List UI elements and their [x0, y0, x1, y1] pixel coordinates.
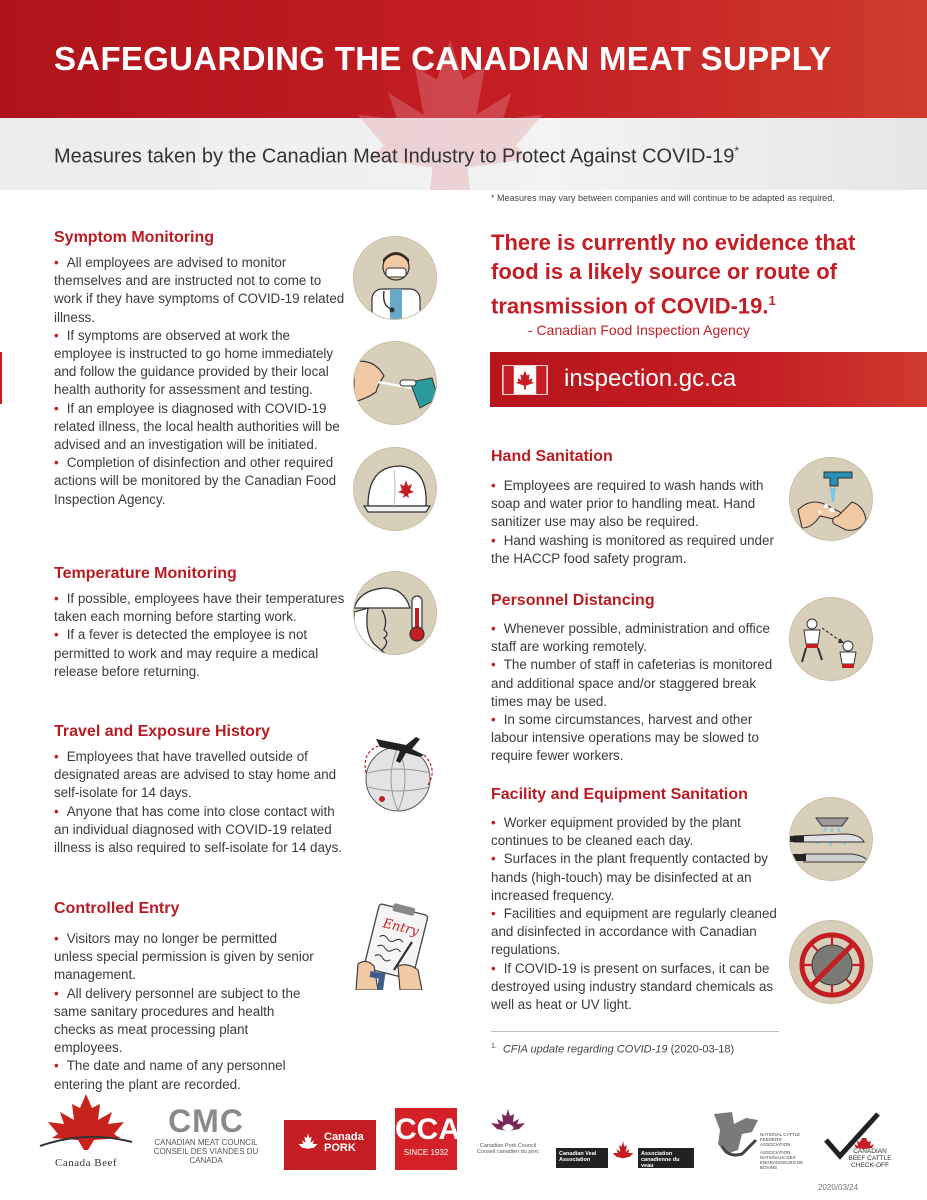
partner-logos: [0, 1090, 927, 1185]
cmc-logo: [140, 1104, 272, 1174]
pork-line2: PORK: [324, 1142, 356, 1154]
bullet-item: • Facilities and equipment are regularly cleaned and disinfected in accordance with Canadian regulations.: [491, 906, 777, 958]
ncfa-name-en: NATIONAL CATTLE FEEDERS' ASSOCIATION: [760, 1132, 801, 1147]
veal-name-en-2: Association: [559, 1157, 591, 1163]
canada-beef-label: Canada Beef: [55, 1157, 117, 1169]
veal-name-fr-2: canadienne du veau: [641, 1157, 680, 1169]
edge-marker: [0, 352, 2, 404]
bullet-item: • All employees are advised to monitor themselves and are instructed not to come to work if they have symptoms of COVID-19 related illness.: [54, 255, 345, 325]
canada-beef-logo: [36, 1092, 136, 1172]
bullet-item: • If an employee is diagnosed with COVID-19 related illness, the local health authorities will be advised and an investigation will be initiated.: [54, 400, 340, 453]
temperature-monitoring-section: [54, 565, 346, 681]
bullet-item: • Whenever possible, administration and office staff are working remotely.: [491, 621, 770, 655]
cattle-map-icon: [712, 1110, 762, 1160]
controlled-entry-section: [54, 900, 316, 1094]
checkoff-line1: CANADIAN: [853, 1148, 887, 1155]
hand-washing-icon: [789, 457, 873, 541]
pork-line1: Canada: [324, 1131, 364, 1143]
cca-logo: [395, 1108, 460, 1170]
doctor-mask-icon: [353, 236, 437, 320]
personnel-distancing-section: [491, 592, 776, 766]
section-heading: Hand Sanitation: [491, 448, 613, 465]
cmc-name-en: CANADIAN MEAT COUNCIL: [154, 1138, 258, 1147]
bullet-item: • Worker equipment provided by the plant continues to be cleaned each day.: [491, 815, 741, 849]
section-heading: Temperature Monitoring: [54, 565, 237, 582]
veal-name-en-1: Canadian Veal: [559, 1151, 597, 1157]
knife-spray-icon: [789, 797, 873, 881]
hard-hat-icon: [353, 447, 437, 531]
national-cattle-feeders-logo: [712, 1110, 808, 1174]
canada-pork-logo: [284, 1120, 376, 1170]
bullet-item: • Completion of disinfection and other required actions will be monitored by the Canadian Food Inspection Agency.: [54, 455, 337, 507]
bullet-item: • If a fever is detected the employee is not permitted to work and may require a medical release before returning.: [54, 627, 319, 679]
nasal-swab-icon: [353, 341, 437, 425]
section-heading: Facility and Equipment Sanitation: [491, 786, 748, 803]
bullet-item: • Anyone that has come into close contact with an individual diagnosed with COVID-19 related illness is also required to self-isolate for 14 days.: [54, 803, 343, 856]
maple-leaf-icon: [36, 1092, 136, 1152]
distancing-icon: [789, 597, 873, 681]
maple-leaf-icon: [296, 1132, 320, 1156]
bullet-item: • All delivery personnel are subject to the same sanitary procedures and health checks as meat processing plant employees.: [54, 985, 301, 1056]
reference-note: $^{1.}$ CFIA update regarding COVID-19 (2020-03-18): [491, 1043, 735, 1056]
reference-divider: [491, 1031, 779, 1032]
bullet-item: • Employees are required to wash hands with soap and water prior to handling meat. Hand sanitizer use may also be required.: [491, 478, 764, 530]
cca-since: SINCE 1932: [403, 1148, 449, 1157]
bullet-item: • If COVID-19 is present on surfaces, it can be destroyed using industry standard chemicals as well as heat or UV light.: [491, 960, 774, 1013]
canadian-veal-association-logo: [556, 1134, 694, 1172]
measures-footnote: * Measures may vary between companies and will continue to be adapted as required.: [491, 193, 835, 203]
section-heading: Symptom Monitoring: [54, 229, 214, 246]
cmc-abbr: CMC: [168, 1103, 244, 1139]
bullet-item: • The number of staff in cafeterias is monitored and additional space and/or staggered break times may be used.: [491, 657, 773, 709]
ncfa-name-fr: ASSOCIATION NATIONALE DES ENGRAISSEURS DE BOVINS: [760, 1150, 804, 1170]
thermometer-icon: [353, 571, 437, 655]
cpc-name-fr: Conseil canadien du porc: [476, 1149, 540, 1155]
cpc-name-en: Canadian Pork Council: [479, 1143, 537, 1149]
bullet-item: • Hand washing is monitored as required under the HACCP food safety program.: [491, 532, 774, 566]
section-heading: Controlled Entry: [54, 900, 180, 917]
section-heading: Travel and Exposure History: [54, 723, 271, 740]
reference-link[interactable]: CFIA update regarding COVID-19: [502, 1043, 668, 1056]
page-title: SAFEGUARDING THE CANADIAN MEAT SUPPLY: [54, 40, 832, 77]
hand-sanitation-section: [491, 448, 783, 568]
date-stamp: 2020/03/24: [818, 1183, 859, 1192]
cfia-quote: There is currently no evidence that food is a likely source or route of transmission of COVID-19.$^1$: [491, 230, 856, 319]
bullet-item: • Surfaces in the plant frequently contacted by hands (high-touch) may be disinfected at an increased frequency.: [491, 851, 768, 903]
page-subtitle: Measures taken by the Canadian Meat Industry to Protect Against COVID-19*: [54, 144, 740, 168]
veal-name-fr-1: Association: [641, 1151, 673, 1157]
bullet-item: • If possible, employees have their temperatures taken each morning before starting work.: [54, 591, 345, 625]
symptom-monitoring-section: [54, 229, 346, 509]
canada-flag-icon: [502, 365, 548, 395]
cca-abbr: CCA: [395, 1113, 460, 1146]
beef-cattle-checkoff-logo: [822, 1110, 902, 1178]
facility-sanitation-section: [491, 786, 783, 1014]
travel-exposure-section: [54, 723, 346, 857]
url-link[interactable]: inspection.gc.ca: [564, 365, 737, 392]
bullet-item: • The date and name of any personnel entering the plant are recorded.: [54, 1058, 286, 1092]
bullet-item: • If symptoms are observed at work the employee is instructed to go home immediately and follow the guidance provided by their local health authority for assessment and testing.: [54, 327, 334, 398]
inspection-url-banner[interactable]: [490, 352, 927, 407]
bullet-item: • Employees that have travelled outside of designated areas are advised to stay home and self-isolate for 14 days.: [54, 749, 337, 801]
checkoff-line3: CHECK-OFF: [851, 1162, 889, 1169]
no-virus-icon: [789, 920, 873, 1004]
entry-sign-text: Entry: [381, 916, 421, 940]
bullet-item: • Visitors may no longer be permitted unless special permission is given by senior management.: [54, 931, 314, 983]
canadian-pork-council-logo: [470, 1108, 546, 1174]
airplane-globe-icon: [354, 725, 444, 815]
quote-source: - Canadian Food Inspection Agency: [528, 322, 750, 338]
entry-clipboard-icon: [348, 900, 438, 990]
section-heading: Personnel Distancing: [491, 592, 655, 609]
maple-leaf-icon: [610, 1140, 636, 1166]
checkoff-line2: BEEF CATTLE: [848, 1155, 892, 1162]
maple-leaf-icon: [488, 1108, 528, 1138]
bullet-item: • In some circumstances, harvest and other labour intensive operations may be slowed to require fewer workers.: [491, 712, 759, 764]
cmc-name-fr: CONSEIL DES VIANDES DU CANADA: [153, 1147, 259, 1165]
header-banner: [0, 0, 927, 118]
